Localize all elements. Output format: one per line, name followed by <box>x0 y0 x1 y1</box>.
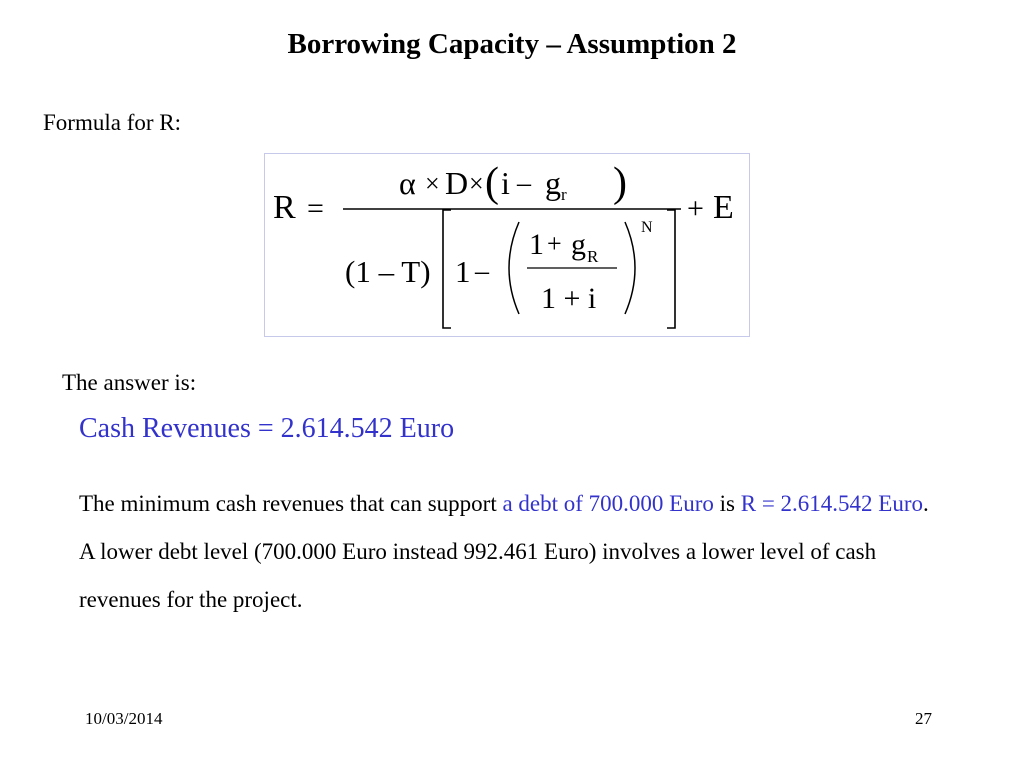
formula-times-1: × <box>425 169 440 198</box>
formula-minus: – <box>517 168 531 199</box>
exponent-N: N <box>641 219 653 236</box>
formula-one-minus-T: (1 – T) <box>345 254 431 289</box>
big-right-bracket <box>667 210 675 328</box>
formula-minus-2: – <box>475 256 489 287</box>
inner-denominator: 1 + i <box>541 282 597 315</box>
paragraph-text-2: is <box>713 491 741 516</box>
footer-date: 10/03/2014 <box>85 709 163 728</box>
formula-close-paren: ) <box>613 160 627 206</box>
big-left-bracket <box>443 210 451 328</box>
formula-label: Formula for R: <box>43 110 181 135</box>
formula-box <box>264 153 750 337</box>
explanation-paragraph <box>79 480 939 624</box>
inner-R-subscript: R <box>587 247 599 266</box>
inner-plus: + <box>547 229 562 258</box>
slide-title: Borrowing Capacity – Assumption 2 <box>287 28 737 60</box>
formula-alpha: α <box>399 165 416 201</box>
answer-value: Cash Revenues = 2.614.542 Euro <box>79 413 455 444</box>
paragraph-highlight-result: R = 2.614.542 Euro <box>740 491 924 516</box>
formula-D: D <box>445 165 469 201</box>
formula-plus: + <box>687 192 704 225</box>
inner-g: g <box>571 228 586 261</box>
formula-times-2: × <box>469 169 484 198</box>
formula-g: g <box>545 165 561 201</box>
inner-left-paren <box>509 222 519 314</box>
footer-page-number: 27 <box>915 709 932 728</box>
formula-open-paren: ( <box>485 160 499 206</box>
answer-label: The answer is: <box>62 370 197 395</box>
paragraph-text-3: . A lower debt level (700.000 Euro instead 992.461 Euro) involves a lower level of cash revenues for the project. <box>79 491 929 612</box>
inner-right-paren <box>625 222 635 314</box>
paragraph-text-1: The minimum cash revenues that can support <box>79 491 503 516</box>
formula-i: i <box>501 165 510 201</box>
formula-lhs: R <box>273 189 296 226</box>
formula-equals: = <box>307 192 324 225</box>
formula-svg <box>265 154 751 338</box>
formula-E: E <box>713 189 734 226</box>
formula-r-subscript: r <box>561 185 567 204</box>
formula-one: 1 <box>455 254 471 289</box>
paragraph-highlight-debt: a debt of 700.000 Euro <box>502 491 714 516</box>
inner-num-one: 1 <box>529 228 544 261</box>
